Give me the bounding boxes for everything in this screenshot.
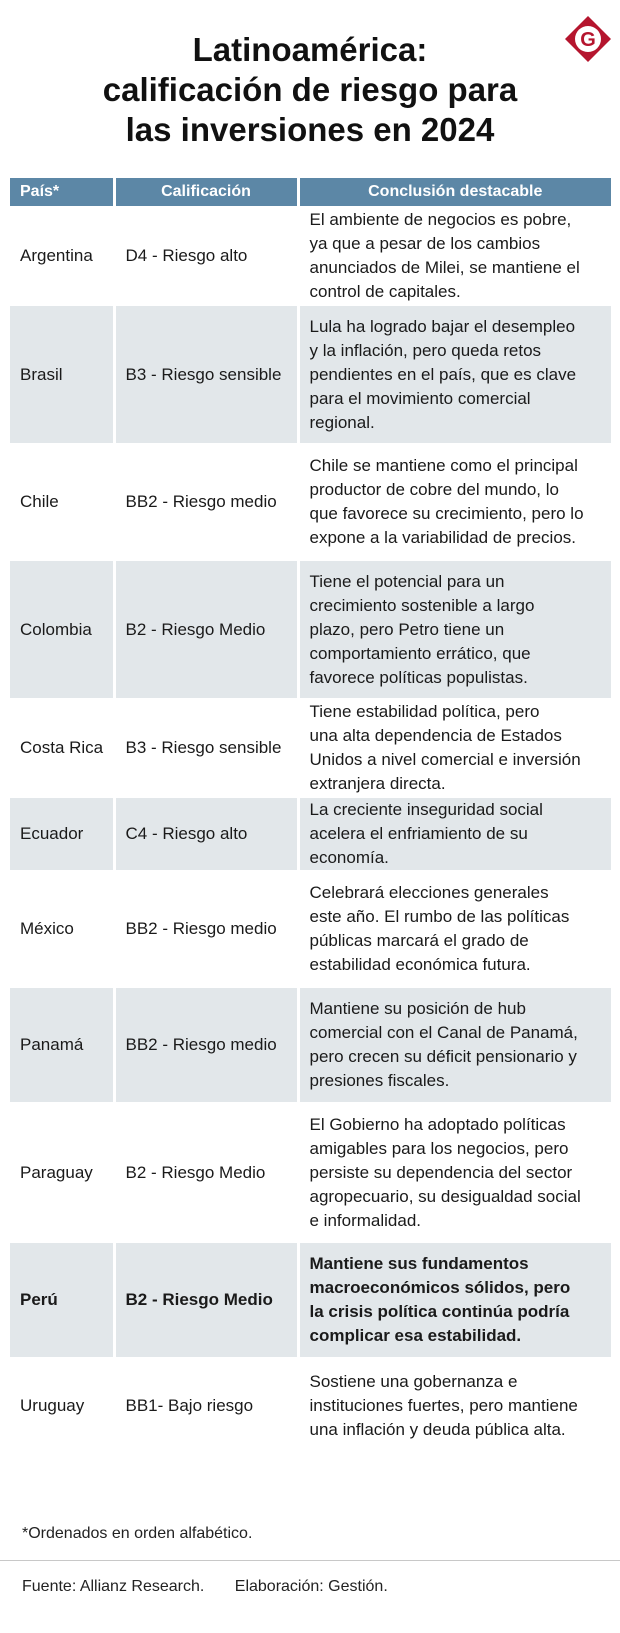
rating-cell: B3 - Riesgo sensible xyxy=(114,305,298,444)
country-cell: México xyxy=(10,871,114,987)
conclusion-cell xyxy=(298,699,611,797)
conclusion-line: una inflación y deuda pública alta. xyxy=(309,1419,566,1439)
conclusion-line: presiones fiscales. xyxy=(309,1071,450,1090)
svg-text:G: G xyxy=(580,29,596,51)
title-line: las inversiones en 2024 xyxy=(125,111,495,148)
risk-table xyxy=(10,178,611,1452)
conclusion-cell xyxy=(298,797,611,871)
conclusion-line: que favorece su crecimiento, pero lo xyxy=(309,504,584,523)
country-cell: Costa Rica xyxy=(10,699,114,797)
source-text: Fuente: Allianz Research. xyxy=(22,1578,205,1595)
conclusion-line: El Gobierno ha adoptado políticas xyxy=(309,1114,566,1134)
table-row xyxy=(10,987,611,1103)
table-row xyxy=(10,1242,611,1358)
page-title xyxy=(0,30,620,150)
conclusion-line: macroeconómicos sólidos, pero xyxy=(309,1278,571,1297)
rating-cell: BB1- Bajo riesgo xyxy=(114,1358,298,1452)
rating-cell: B2 - Riesgo Medio xyxy=(114,1242,298,1358)
conclusion-line: Tiene el potencial para un xyxy=(309,571,505,591)
column-header-rating: Calificación xyxy=(114,178,298,207)
conclusion-line: anunciados de Milei, se mantiene el xyxy=(309,258,580,277)
country-cell: Brasil xyxy=(10,305,114,444)
country-cell: Panamá xyxy=(10,987,114,1103)
conclusion-line: Tiene estabilidad política, pero xyxy=(309,702,540,721)
table-row xyxy=(10,1103,611,1242)
rating-cell: B3 - Riesgo sensible xyxy=(114,699,298,797)
column-header-conclusion: Conclusión destacable xyxy=(298,178,611,207)
footnote: *Ordenados en orden alfabético. xyxy=(22,1525,253,1542)
conclusion-line: comercial con el Canal de Panamá, xyxy=(309,1023,578,1042)
rating-cell: BB2 - Riesgo medio xyxy=(114,871,298,987)
rating-cell: BB2 - Riesgo medio xyxy=(114,444,298,560)
conclusion-line: pero crecen su déficit pensionario y xyxy=(309,1047,577,1066)
country-cell: Chile xyxy=(10,444,114,560)
conclusion-line: para el movimiento comercial xyxy=(309,388,531,408)
credit-text: Elaboración: Gestión. xyxy=(234,1578,388,1595)
title-line: Latinoamérica: xyxy=(192,31,428,68)
conclusion-line: Mantiene sus fundamentos xyxy=(309,1254,529,1273)
conclusion-line: plazo, pero Petro tiene un xyxy=(309,619,505,639)
conclusion-line: persiste su dependencia del sector xyxy=(309,1162,573,1182)
country-cell: Uruguay xyxy=(10,1358,114,1452)
rating-cell: B2 - Riesgo Medio xyxy=(114,1103,298,1242)
conclusion-cell xyxy=(298,1358,611,1452)
title-line: calificación de riesgo para xyxy=(102,71,518,108)
conclusion-line: El ambiente de negocios es pobre, xyxy=(309,210,572,229)
conclusion-line: Unidos a nivel comercial e inversión xyxy=(309,750,581,769)
conclusion-line: favorece políticas populistas. xyxy=(309,667,528,687)
conclusion-cell xyxy=(298,871,611,987)
table-header-row xyxy=(10,178,611,207)
conclusion-line: Chile se mantiene como el principal xyxy=(309,456,578,475)
conclusion-cell xyxy=(298,560,611,699)
conclusion-cell xyxy=(298,207,611,305)
conclusion-cell xyxy=(298,1103,611,1242)
column-header-country: País* xyxy=(10,178,114,207)
conclusion-line: control de capitales. xyxy=(309,282,461,301)
country-cell: Argentina xyxy=(10,207,114,305)
conclusion-line: Celebrará elecciones generales xyxy=(309,883,549,902)
country-cell: Perú xyxy=(10,1242,114,1358)
conclusion-line: expone a la variabilidad de precios. xyxy=(309,528,577,547)
divider xyxy=(0,1560,620,1561)
conclusion-line: pendientes en el país, que es clave xyxy=(309,364,577,384)
rating-cell: BB2 - Riesgo medio xyxy=(114,987,298,1103)
conclusion-line: estabilidad económica futura. xyxy=(309,955,531,974)
conclusion-line: extranjera directa. xyxy=(309,774,446,793)
source-line xyxy=(22,1578,388,1596)
conclusion-line: acelera el enfriamiento de su xyxy=(309,824,528,843)
country-cell: Ecuador xyxy=(10,797,114,871)
conclusion-line: una alta dependencia de Estados xyxy=(309,726,562,745)
conclusion-line: Mantiene su posición de hub xyxy=(309,999,526,1018)
conclusion-line: Sostiene una gobernanza e xyxy=(309,1371,518,1391)
conclusion-cell xyxy=(298,444,611,560)
table-row xyxy=(10,305,611,444)
conclusion-line: este año. El rumbo de las políticas xyxy=(309,907,570,926)
table-row xyxy=(10,1358,611,1452)
conclusion-line: La creciente inseguridad social xyxy=(309,800,543,819)
rating-cell: C4 - Riesgo alto xyxy=(114,797,298,871)
rating-cell: D4 - Riesgo alto xyxy=(114,207,298,305)
conclusion-line: instituciones fuertes, pero mantiene xyxy=(309,1395,578,1415)
country-cell: Colombia xyxy=(10,560,114,699)
conclusion-cell xyxy=(298,987,611,1103)
table-row xyxy=(10,797,611,871)
conclusion-line: productor de cobre del mundo, lo xyxy=(309,480,559,499)
conclusion-line: e informalidad. xyxy=(309,1210,422,1230)
rating-cell: B2 - Riesgo Medio xyxy=(114,560,298,699)
conclusion-line: agropecuario, su desigualdad social xyxy=(309,1186,581,1206)
table-row xyxy=(10,699,611,797)
table-row xyxy=(10,871,611,987)
table-row xyxy=(10,207,611,305)
conclusion-line: ya que a pesar de los cambios xyxy=(309,234,541,253)
conclusion-line: públicas marcará el grado de xyxy=(309,931,529,950)
conclusion-line: y la inflación, pero queda retos xyxy=(309,340,542,360)
conclusion-cell xyxy=(298,1242,611,1358)
table-row xyxy=(10,444,611,560)
conclusion-line: complicar esa estabilidad. xyxy=(309,1326,522,1345)
conclusion-line: Lula ha logrado bajar el desempleo xyxy=(309,316,576,336)
country-cell: Paraguay xyxy=(10,1103,114,1242)
table-row xyxy=(10,560,611,699)
conclusion-line: economía. xyxy=(309,848,389,867)
conclusion-line: regional. xyxy=(309,412,375,432)
conclusion-line: amigables para los negocios, pero xyxy=(309,1138,569,1158)
conclusion-line: comportamiento errático, que xyxy=(309,643,531,663)
conclusion-line: la crisis política continúa podría xyxy=(309,1302,570,1321)
conclusion-cell xyxy=(298,305,611,444)
conclusion-line: crecimiento sostenible a largo xyxy=(309,595,535,615)
